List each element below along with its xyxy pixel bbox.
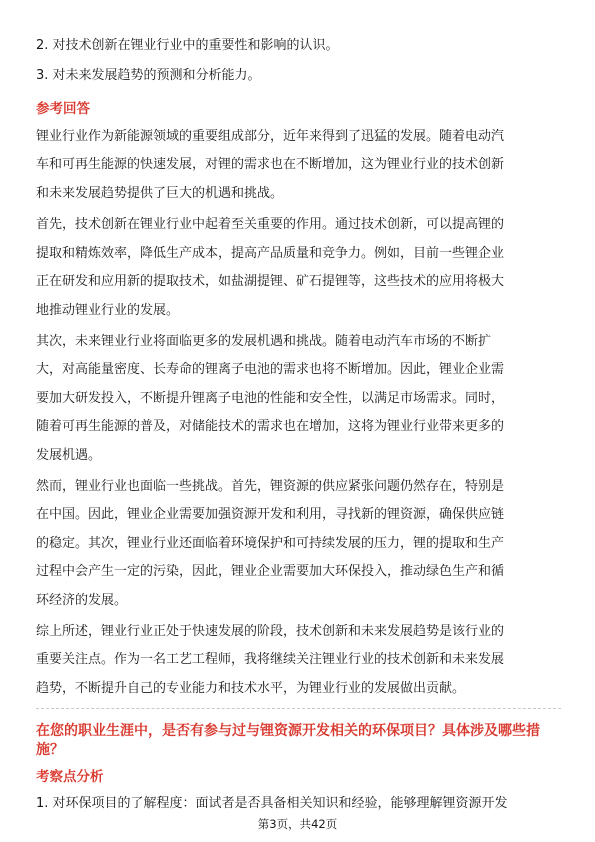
paragraph-line: 的稳定。其次，锂业行业还面临着环境保护和可持续发展的压力，锂的提取和生产 bbox=[36, 536, 505, 551]
paragraph-line: 综上所述，锂业行业正处于快速发展的阶段，技术创新和未来发展趋势是该行业的 bbox=[36, 624, 505, 639]
paragraph-line: 正在研发和应用新的提取技术，如盐湖提锂、矿石提锂等，这些技术的应用将极大 bbox=[36, 274, 505, 289]
list-item: 2. 对技术创新在锂业行业中的重要性和影响的认识。 bbox=[36, 38, 339, 53]
paragraph-line: 重要关注点。作为一名工艺工程师，我将继续关注锂业行业的技术创新和未来发展 bbox=[36, 652, 505, 667]
list-item: 1. 对环保项目的了解程度：面试者是否具备相关知识和经验，能够理解锂资源开发 bbox=[36, 796, 508, 811]
paragraph-line: 首先，技术创新在锂业行业中起着至关重要的作用。通过技术创新，可以提高锂的 bbox=[36, 217, 505, 232]
paragraph-line: 趋势，不断提升自己的专业能力和技术水平，为锂业行业的发展做出贡献。 bbox=[36, 681, 466, 696]
paragraph-line: 地推动锂业行业的发展。 bbox=[36, 303, 180, 318]
paragraph-line: 车和可再生能源的快速发展，对锂的需求也在不断增加，这为锂业行业的技术创新 bbox=[36, 157, 505, 172]
paragraph-line: 锂业行业作为新能源领域的重要组成部分，近年来得到了迅猛的发展。随着电动汽 bbox=[36, 129, 505, 144]
interview-question: 在您的职业生涯中，是否有参与过与锂资源开发相关的环保项目？具体涉及哪些措 bbox=[36, 723, 540, 739]
paragraph-line: 要加大研发投入，不断提升锂离子电池的性能和安全性，以满足市场需求。同时， bbox=[36, 391, 505, 406]
section-heading-analysis: 考察点分析 bbox=[36, 769, 104, 785]
paragraph-line: 过程中会产生一定的污染，因此，锂业企业需要加大环保投入，推动绿色生产和循 bbox=[36, 564, 505, 579]
paragraph-line: 其次，未来锂业行业将面临更多的发展机遇和挑战。随着电动汽车市场的不断扩 bbox=[36, 334, 492, 349]
paragraph-line: 提取和精炼效率，降低生产成本，提高产品质量和竞争力。例如，目前一些锂企业 bbox=[36, 246, 505, 261]
paragraph-line: 发展机遇。 bbox=[36, 448, 102, 463]
paragraph-line: 和未来发展趋势提供了巨大的机遇和挑战。 bbox=[36, 186, 284, 201]
paragraph-line: 环经济的发展。 bbox=[36, 593, 128, 608]
section-divider bbox=[36, 708, 561, 709]
interview-question: 施？ bbox=[36, 742, 64, 758]
section-heading-reference-answer: 参考回答 bbox=[36, 101, 90, 117]
paragraph-line: 大，对高能量密度、长寿命的锂离子电池的需求也将不断增加。因此，锂业企业需 bbox=[36, 362, 505, 377]
paragraph-line: 在中国。因此，锂业企业需要加强资源开发和利用，寻找新的锂资源，确保供应链 bbox=[36, 507, 505, 522]
page-number: 第3页，共42页 bbox=[257, 817, 338, 831]
paragraph-line: 然而，锂业行业也面临一些挑战。首先，锂资源的供应紧张问题仍然存在，特别是 bbox=[36, 479, 505, 494]
paragraph-line: 随着可再生能源的普及，对储能技术的需求也在增加，这将为锂业行业带来更多的 bbox=[36, 419, 505, 434]
list-item: 3. 对未来发展趋势的预测和分析能力。 bbox=[36, 68, 261, 83]
